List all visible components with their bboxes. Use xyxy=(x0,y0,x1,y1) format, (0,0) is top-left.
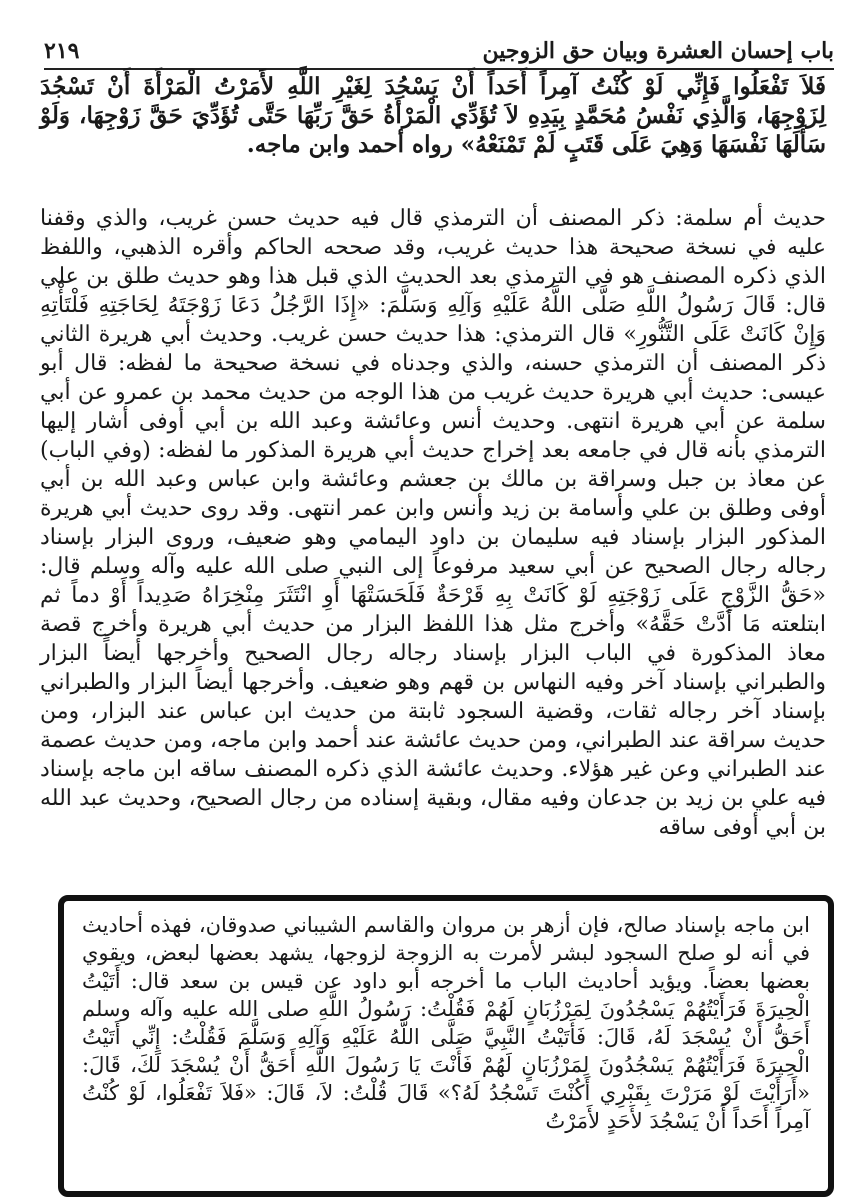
page-header xyxy=(44,30,834,70)
highlighted-excerpt-text: ابن ماجه بإسناد صالح، فإن أزهر بن مروان والقاسم الشيباني صدوقان، فهذه أحاديث في أنه لو صلح السجود لبشر لأمرت به الزوجة لزوجها، يشهد بعضها لبعض، ويقوي بعضها بعضاً. ويؤيد أحاديث الباب ما أخرجه أبو داود عن قيس بن سعد قال: أَتَيْتُ الْحِيرَةَ فَرَأَيْتُهُمْ يَسْجُدُونَ لِمَرْزُبَانٍ لَهُمْ فَقُلْتُ: رَسُولُ اللَّهِ صلى الله عليه وآله وسلم أَحَقُّ أَنْ يُسْجَدَ لَهُ، قَالَ: فَأَتَيْتُ النَّبِيَّ صَلَّى اللَّهُ عَلَيْهِ وَآلِهِ وَسَلَّمَ فَقُلْتُ: إِنِّي أَتَيْتُ الْحِيرَةَ فَرَأَيْتُهُمْ يَسْجُدُونَ لِمَرْزُبَانٍ لَهُمْ فَأَنْتَ يَا رَسُولَ اللَّهِ أَحَقُّ أَنْ يُسْجَدَ لَكَ، قَالَ: «أَرَأَيْتَ لَوْ مَرَرْتَ بِقَبْرِي أَكُنْتَ تَسْجُدُ لَهُ؟» قَالَ قُلْتُ: لاَ، قَالَ: «فَلاَ تَفْعَلُوا، لَوْ كُنْتُ آمِراً أَحَداً أَنْ يَسْجُدَ لأَحَدٍ لأَمَرْتُ xyxy=(82,913,810,1133)
highlighted-excerpt-box xyxy=(58,895,834,1197)
hadith-block xyxy=(40,72,826,159)
commentary-text: حديث أم سلمة: ذكر المصنف أن الترمذي قال فيه حديث حسن غريب، والذي وقفنا عليه في نسخة صحيحة هذا حديث غريب، وقد صححه الحاكم وأقره الذهبي، واللفظ الذي ذكره المصنف هو في الترمذي بعد الحديث الذي قبل هذا وهو حديث طلق بن علي قال: قَالَ رَسُولُ اللَّهِ صَلَّى اللَّهُ عَلَيْهِ وَآلِهِ وَسَلَّمَ: «إِذَا الرَّجُلُ دَعَا زَوْجَتَهُ لِحَاجَتِهِ فَلْتَأْتِهِ وَإِنْ كَانَتْ عَلَى التَّنُّورِ» قال الترمذي: هذا حديث حسن غريب. وحديث أبي هريرة الثاني ذكر المصنف أن الترمذي حسنه، والذي وجدناه في نسخة صحيحة ما لفظه: قال أبو عيسى: حديث أبي هريرة حديث غريب من هذا الوجه من حديث محمد بن عمرو عن أبي سلمة عن أبي هريرة انتهى. وحديث أنس وعائشة وعبد الله بن أبي أوفى أشار إليها الترمذي بأنه قال في جامعه بعد إخراج حديث أبي هريرة المذكور ما لفظه: (وفي الباب) عن معاذ بن جبل وسراقة بن مالك بن جعشم وعائشة وابن عباس وعبد الله بن أبي أوفى وطلق بن علي وأسامة بن زيد وأنس وابن عمر انتهى. وقد روى حديث أبي هريرة المذكور البزار بإسناد فيه سليمان بن داود اليمامي وهو ضعيف، وروى البزار بإسناد رجاله رجال الصحيح عن أبي سعيد مرفوعاً إلى النبي صلى الله عليه وآله وسلم قال: «حَقُّ الزَّوْجِ عَلَى زَوْجَتِهِ لَوْ كَانَتْ بِهِ قَرْحَةٌ فَلَحَسَتْهَا أَوِ انْتَثَرَ مِنْخِرَاهُ صَدِيداً أَوْ دماً ثم ابتلعته مَا أَدَّتْ حَقَّهُ» وأخرج مثل هذا اللفظ البزار من حديث أبي هريرة وأخرج قصة معاذ المذكورة في الباب البزار بإسناد رجاله رجال الصحيح وأخرجها أيضاً البزار والطبراني بإسناد آخر وفيه النهاس بن قهم وهو ضعيف. وأخرجها أيضاً البزار والطبراني بإسناد آخر رجاله ثقات، وقضية السجود ثابتة من حديث ابن عباس عند البزار، ومن حديث سراقة عند الطبراني، ومن حديث عائشة عند أحمد وابن ماجه، ومن حديث عصمة عند الطبراني وعن غير هؤلاء. وحديث عائشة الذي ذكره المصنف ساقه ابن ماجه بإسناد فيه علي بن زيد بن جدعان وفيه مقال، وبقية إسناده من رجال الصحيح، وحديث عبد الله بن أبي أوفى ساقه xyxy=(40,206,826,840)
commentary-block xyxy=(40,204,826,842)
page-number: ٢١٩ xyxy=(44,38,80,64)
header-title: باب إحسان العشرة وبيان حق الزوجين xyxy=(482,38,834,64)
hadith-text: فَلاَ تَفْعَلُوا فَإِنِّي لَوْ كُنْتُ آمِراً أَحَداً أَنْ يَسْجُدَ لِغَيْرِ اللَّهِ لأَمَرْتُ الْمَرْأَةَ أَنْ تَسْجُدَ لِزَوْجِهَا، وَالَّذِي نَفْسُ مُحَمَّدٍ بِيَدِهِ لاَ تُؤَدِّي الْمَرْأَةُ حَقَّ رَبِّهَا حَتَّى تُؤَدِّيَ حَقَّ زَوْجِهَا، وَلَوْ سَأَلَهَا نَفْسَهَا وَهِيَ عَلَى قَتَبٍ لَمْ تَمْنَعْهُ» رواه أحمد وابن ماجه. xyxy=(40,73,826,158)
